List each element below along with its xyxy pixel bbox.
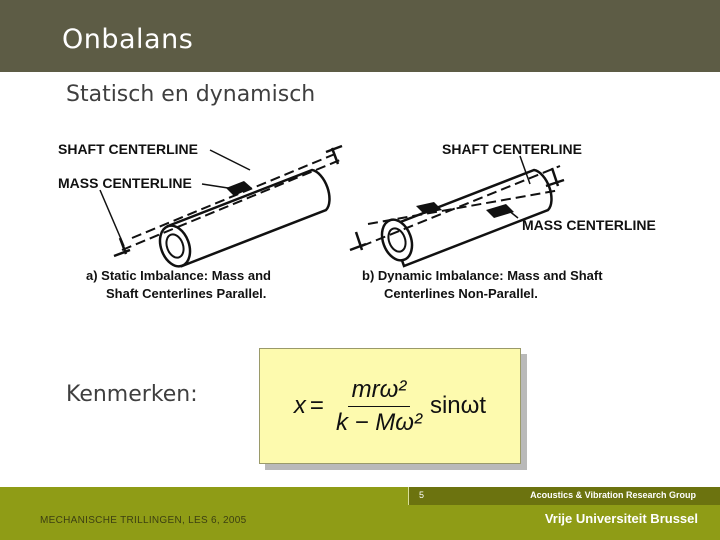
right-mass-label: MASS CENTERLINE [522,217,656,233]
right-shaft-label: SHAFT CENTERLINE [442,141,582,157]
course-label: MECHANISCHE TRILLINGEN, LES 6, 2005 [40,515,247,526]
kenmerken-label: Kenmerken: [66,382,198,407]
formula-numerator: mrω² [348,376,411,407]
page-number: 5 [419,490,425,500]
imbalance-figure [50,128,680,308]
formula-trig: sinωt [429,392,487,419]
footer-divider [408,487,409,505]
left-mass-label: MASS CENTERLINE [58,175,192,191]
left-caption-line2: Shaft Centerlines Parallel. [106,286,267,301]
slide-title: Onbalans [62,24,194,55]
left-caption-line1: a) Static Imbalance: Mass and [86,268,271,283]
right-caption-line2: Centerlines Non-Parallel. [384,286,538,301]
imbalance-formula [260,349,520,463]
left-shaft-label: SHAFT CENTERLINE [58,141,198,157]
formula-equals: = [309,392,324,419]
dynamic-imbalance-diagram [350,141,656,301]
formula-fraction [332,376,426,437]
research-group-name: Acoustics & Vibration Research Group [530,490,696,500]
slide-subtitle: Statisch en dynamisch [66,82,316,107]
formula-denominator: k − Mω² [335,408,422,436]
formula-lhs: x [293,392,306,419]
university-name: Vrije Universiteit Brussel [544,511,698,526]
static-imbalance-diagram [58,141,342,301]
formula-box [259,348,521,464]
right-caption-line1: b) Dynamic Imbalance: Mass and Shaft [362,268,603,283]
